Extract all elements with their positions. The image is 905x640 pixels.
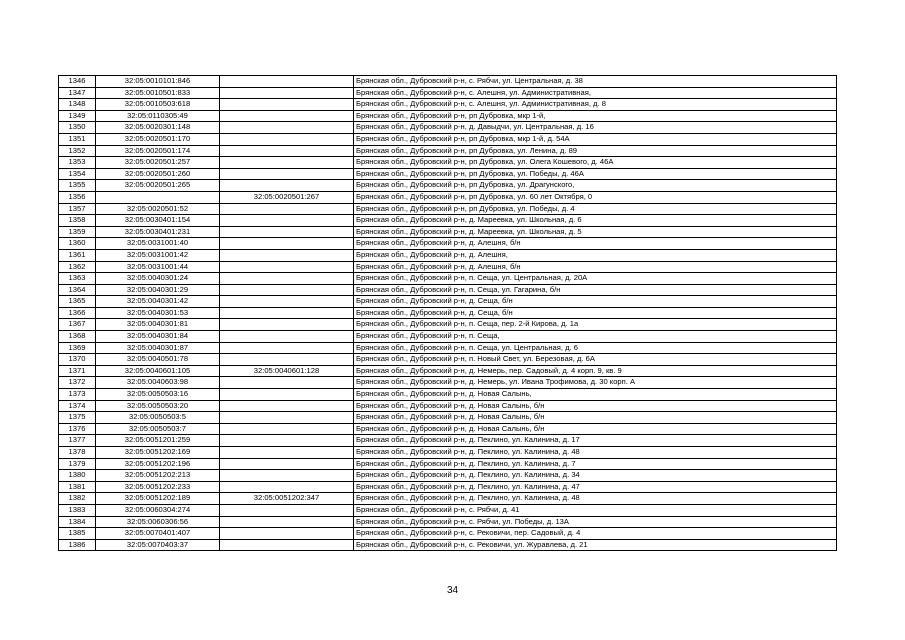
- cadastral-number-cell: 32:05:0020501:174: [96, 145, 220, 157]
- table-row: [59, 168, 837, 180]
- table-row: [59, 539, 837, 551]
- cadastral-number-cell: 32:05:0020501:260: [96, 168, 220, 180]
- linked-cadastral-number-cell: [220, 516, 354, 528]
- address-cell: Брянская обл., Дубровский р-н, д. Алешня, б/н: [354, 238, 837, 250]
- address-cell: Брянская обл., Дубровский р-н, с. Рековичи, пер. Садовый, д. 4: [354, 528, 837, 540]
- linked-cadastral-number-cell: [220, 226, 354, 238]
- cadastral-number-cell: 32:05:0051202:213: [96, 470, 220, 482]
- row-number-cell: 1356: [59, 191, 96, 203]
- address-cell: Брянская обл., Дубровский р-н, д. Мареевка, ул. Школьная, д. 6: [354, 215, 837, 227]
- row-number-cell: 1372: [59, 377, 96, 389]
- linked-cadastral-number-cell: [220, 331, 354, 343]
- table-row: [59, 249, 837, 261]
- cadastral-number-cell: 32:05:0040603:98: [96, 377, 220, 389]
- linked-cadastral-number-cell: [220, 319, 354, 331]
- row-number-cell: 1363: [59, 273, 96, 285]
- cadastral-number-cell: 32:05:0040301:42: [96, 296, 220, 308]
- row-number-cell: 1347: [59, 87, 96, 99]
- cadastral-number-cell: 32:05:0031001:40: [96, 238, 220, 250]
- address-cell: Брянская обл., Дубровский р-н, д. Давыдчи, ул. Центральная, д. 16: [354, 122, 837, 134]
- linked-cadastral-number-cell: [220, 99, 354, 111]
- cadastral-number-cell: 32:05:0010501:833: [96, 87, 220, 99]
- linked-cadastral-number-cell: [220, 354, 354, 366]
- address-cell: Брянская обл., Дубровский р-н, д. Мареевка, ул. Школьная, д. 5: [354, 226, 837, 238]
- linked-cadastral-number-cell: [220, 273, 354, 285]
- table-row: [59, 273, 837, 285]
- address-cell: Брянская обл., Дубровский р-н, рп Дубровка, ул. Драгунского,: [354, 180, 837, 192]
- row-number-cell: 1386: [59, 539, 96, 551]
- address-cell: Брянская обл., Дубровский р-н, рп Дубровка, ул. 60 лет Октября, 0: [354, 191, 837, 203]
- table-row: [59, 481, 837, 493]
- table-row: [59, 226, 837, 238]
- linked-cadastral-number-cell: [220, 412, 354, 424]
- address-cell: Брянская обл., Дубровский р-н, д. Алешня, б/н: [354, 261, 837, 273]
- table-row: [59, 87, 837, 99]
- cadastral-number-cell: 32:05:0040301:84: [96, 331, 220, 343]
- address-cell: Брянская обл., Дубровский р-н, д. Сеща, б/н: [354, 296, 837, 308]
- table-row: [59, 470, 837, 482]
- cadastral-number-cell: 32:05:0040301:87: [96, 342, 220, 354]
- row-number-cell: 1383: [59, 504, 96, 516]
- address-cell: Брянская обл., Дубровский р-н, с. Рябчи, д. 41: [354, 504, 837, 516]
- linked-cadastral-number-cell: [220, 249, 354, 261]
- linked-cadastral-number-cell: [220, 458, 354, 470]
- row-number-cell: 1378: [59, 447, 96, 459]
- row-number-cell: 1349: [59, 110, 96, 122]
- table-row: [59, 365, 837, 377]
- row-number-cell: 1377: [59, 435, 96, 447]
- linked-cadastral-number-cell: [220, 238, 354, 250]
- address-cell: Брянская обл., Дубровский р-н, рп Дубровка, ул. Победы, д. 46А: [354, 168, 837, 180]
- row-number-cell: 1366: [59, 307, 96, 319]
- address-cell: Брянская обл., Дубровский р-н, рп Дубровка, ул. Победы, д. 4: [354, 203, 837, 215]
- linked-cadastral-number-cell: [220, 87, 354, 99]
- row-number-cell: 1346: [59, 76, 96, 88]
- address-cell: Брянская обл., Дубровский р-н, рп Дубровка, мкр 1-й,: [354, 110, 837, 122]
- row-number-cell: 1365: [59, 296, 96, 308]
- row-number-cell: 1359: [59, 226, 96, 238]
- cadastral-number-cell: 32:05:0020501:265: [96, 180, 220, 192]
- row-number-cell: 1362: [59, 261, 96, 273]
- table-row: [59, 157, 837, 169]
- cadastral-number-cell: 32:05:0050503:7: [96, 423, 220, 435]
- table-row: [59, 435, 837, 447]
- row-number-cell: 1375: [59, 412, 96, 424]
- row-number-cell: 1352: [59, 145, 96, 157]
- row-number-cell: 1374: [59, 400, 96, 412]
- address-cell: Брянская обл., Дубровский р-н, п. Сеща, ул. Гагарина, б/н: [354, 284, 837, 296]
- table-row: [59, 284, 837, 296]
- row-number-cell: 1368: [59, 331, 96, 343]
- cadastral-number-cell: 32:05:0070401:407: [96, 528, 220, 540]
- table-row: [59, 122, 837, 134]
- linked-cadastral-number-cell: [220, 377, 354, 389]
- address-cell: Брянская обл., Дубровский р-н, д. Новая Салынь, б/н: [354, 400, 837, 412]
- table-row: [59, 215, 837, 227]
- cadastral-number-cell: 32:05:0050503:20: [96, 400, 220, 412]
- cadastral-number-cell: 32:05:0020501:170: [96, 133, 220, 145]
- address-cell: Брянская обл., Дубровский р-н, рп Дубровка, ул. Ленина, д. 89: [354, 145, 837, 157]
- address-cell: Брянская обл., Дубровский р-н, д. Пеклино, ул. Калинина, д. 34: [354, 470, 837, 482]
- linked-cadastral-number-cell: [220, 423, 354, 435]
- cadastral-number-cell: 32:05:0050503:5: [96, 412, 220, 424]
- cadastral-number-cell: 32:05:0010503:618: [96, 99, 220, 111]
- cadastral-number-cell: 32:05:0020301:148: [96, 122, 220, 134]
- row-number-cell: 1358: [59, 215, 96, 227]
- cadastral-number-cell: 32:05:0031001:44: [96, 261, 220, 273]
- cadastral-number-cell: 32:05:0010101:846: [96, 76, 220, 88]
- table-row: [59, 447, 837, 459]
- row-number-cell: 1348: [59, 99, 96, 111]
- linked-cadastral-number-cell: [220, 435, 354, 447]
- table-row: [59, 203, 837, 215]
- row-number-cell: 1360: [59, 238, 96, 250]
- cadastral-number-cell: 32:05:0030401:154: [96, 215, 220, 227]
- registry-table: [58, 75, 837, 551]
- table-row: [59, 307, 837, 319]
- linked-cadastral-number-cell: [220, 110, 354, 122]
- row-number-cell: 1353: [59, 157, 96, 169]
- row-number-cell: 1380: [59, 470, 96, 482]
- table-row: [59, 110, 837, 122]
- table-row: [59, 76, 837, 88]
- table-row: [59, 377, 837, 389]
- linked-cadastral-number-cell: [220, 447, 354, 459]
- linked-cadastral-number-cell: [220, 539, 354, 551]
- address-cell: Брянская обл., Дубровский р-н, д. Пеклино, ул. Калинина, д. 17: [354, 435, 837, 447]
- linked-cadastral-number-cell: [220, 307, 354, 319]
- address-cell: Брянская обл., Дубровский р-н, рп Дубровка, ул. Олега Кошевого, д. 46А: [354, 157, 837, 169]
- address-cell: Брянская обл., Дубровский р-н, д. Новая Салынь,: [354, 389, 837, 401]
- row-number-cell: 1371: [59, 365, 96, 377]
- table-row: [59, 180, 837, 192]
- row-number-cell: 1384: [59, 516, 96, 528]
- row-number-cell: 1361: [59, 249, 96, 261]
- cadastral-number-cell: 32:05:0051201:259: [96, 435, 220, 447]
- cadastral-number-cell: 32:05:0070403:37: [96, 539, 220, 551]
- row-number-cell: 1364: [59, 284, 96, 296]
- table-row: [59, 389, 837, 401]
- address-cell: Брянская обл., Дубровский р-н, с. Алешня, ул. Административная,: [354, 87, 837, 99]
- linked-cadastral-number-cell: [220, 180, 354, 192]
- cadastral-number-cell: 32:05:0110305:49: [96, 110, 220, 122]
- row-number-cell: 1367: [59, 319, 96, 331]
- table-row: [59, 319, 837, 331]
- linked-cadastral-number-cell: [220, 261, 354, 273]
- cadastral-number-cell: 32:05:0060304:274: [96, 504, 220, 516]
- address-cell: Брянская обл., Дубровский р-н, д. Пеклино, ул. Калинина, д. 7: [354, 458, 837, 470]
- linked-cadastral-number-cell: 32:05:0040601:128: [220, 365, 354, 377]
- row-number-cell: 1385: [59, 528, 96, 540]
- linked-cadastral-number-cell: [220, 215, 354, 227]
- cadastral-number-cell: 32:05:0040501:78: [96, 354, 220, 366]
- row-number-cell: 1382: [59, 493, 96, 505]
- linked-cadastral-number-cell: [220, 168, 354, 180]
- row-number-cell: 1376: [59, 423, 96, 435]
- table-row: [59, 412, 837, 424]
- table-row: [59, 516, 837, 528]
- cadastral-number-cell: 32:05:0030401:231: [96, 226, 220, 238]
- table-row: [59, 342, 837, 354]
- address-cell: Брянская обл., Дубровский р-н, п. Сеща, ул. Центральная, д. 20А: [354, 273, 837, 285]
- address-cell: Брянская обл., Дубровский р-н, рп Дубровка, мкр 1-й, д. 54А: [354, 133, 837, 145]
- address-cell: Брянская обл., Дубровский р-н, п. Новый Свет, ул. Березовая, д. 6А: [354, 354, 837, 366]
- table-row: [59, 400, 837, 412]
- cadastral-number-cell: 32:05:0040601:105: [96, 365, 220, 377]
- cadastral-number-cell: 32:05:0050503:16: [96, 389, 220, 401]
- row-number-cell: 1351: [59, 133, 96, 145]
- table-row: [59, 331, 837, 343]
- row-number-cell: 1373: [59, 389, 96, 401]
- table-row: [59, 99, 837, 111]
- address-cell: Брянская обл., Дубровский р-н, с. Рябчи, ул. Победы, д. 13А: [354, 516, 837, 528]
- linked-cadastral-number-cell: [220, 389, 354, 401]
- cadastral-number-cell: 32:05:0020501:52: [96, 203, 220, 215]
- cadastral-number-cell: [96, 191, 220, 203]
- linked-cadastral-number-cell: [220, 122, 354, 134]
- linked-cadastral-number-cell: [220, 400, 354, 412]
- linked-cadastral-number-cell: [220, 528, 354, 540]
- row-number-cell: 1354: [59, 168, 96, 180]
- row-number-cell: 1379: [59, 458, 96, 470]
- address-cell: Брянская обл., Дубровский р-н, д. Пеклино, ул. Калинина, д. 48: [354, 493, 837, 505]
- row-number-cell: 1350: [59, 122, 96, 134]
- cadastral-number-cell: 32:05:0060306:56: [96, 516, 220, 528]
- linked-cadastral-number-cell: [220, 203, 354, 215]
- cadastral-number-cell: 32:05:0031001:42: [96, 249, 220, 261]
- table-row: [59, 354, 837, 366]
- table-row: [59, 296, 837, 308]
- row-number-cell: 1370: [59, 354, 96, 366]
- address-cell: Брянская обл., Дубровский р-н, с. Рябчи, ул. Центральная, д. 38: [354, 76, 837, 88]
- address-cell: Брянская обл., Дубровский р-н, д. Пеклино, ул. Калинина, д. 48: [354, 447, 837, 459]
- address-cell: Брянская обл., Дубровский р-н, д. Алешня,: [354, 249, 837, 261]
- linked-cadastral-number-cell: [220, 470, 354, 482]
- linked-cadastral-number-cell: [220, 284, 354, 296]
- row-number-cell: 1369: [59, 342, 96, 354]
- cadastral-number-cell: 32:05:0051202:233: [96, 481, 220, 493]
- table-row: [59, 423, 837, 435]
- row-number-cell: 1357: [59, 203, 96, 215]
- cadastral-number-cell: 32:05:0040301:24: [96, 273, 220, 285]
- linked-cadastral-number-cell: [220, 157, 354, 169]
- table-row: [59, 133, 837, 145]
- address-cell: Брянская обл., Дубровский р-н, д. Пеклино, ул. Калинина, д. 47: [354, 481, 837, 493]
- linked-cadastral-number-cell: [220, 504, 354, 516]
- table-row: [59, 145, 837, 157]
- table-row: [59, 261, 837, 273]
- address-cell: Брянская обл., Дубровский р-н, д. Новая Салынь, б/н: [354, 423, 837, 435]
- registry-table-body: [59, 76, 837, 551]
- linked-cadastral-number-cell: [220, 296, 354, 308]
- table-row: [59, 238, 837, 250]
- table-row: [59, 191, 837, 203]
- linked-cadastral-number-cell: [220, 342, 354, 354]
- cadastral-number-cell: 32:05:0040301:53: [96, 307, 220, 319]
- cadastral-number-cell: 32:05:0040301:81: [96, 319, 220, 331]
- page-number: 34: [446, 585, 459, 596]
- address-cell: Брянская обл., Дубровский р-н, п. Сеща,: [354, 331, 837, 343]
- address-cell: Брянская обл., Дубровский р-н, д. Новая Салынь, б/н: [354, 412, 837, 424]
- cadastral-number-cell: 32:05:0040301:29: [96, 284, 220, 296]
- address-cell: Брянская обл., Дубровский р-н, с. Алешня, ул. Административная, д. 8: [354, 99, 837, 111]
- table-row: [59, 458, 837, 470]
- address-cell: Брянская обл., Дубровский р-н, с. Рековичи, ул. Журавлева, д. 21: [354, 539, 837, 551]
- linked-cadastral-number-cell: 32:05:0051202:347: [220, 493, 354, 505]
- linked-cadastral-number-cell: [220, 133, 354, 145]
- table-row: [59, 528, 837, 540]
- linked-cadastral-number-cell: [220, 145, 354, 157]
- cadastral-number-cell: 32:05:0051202:169: [96, 447, 220, 459]
- address-cell: Брянская обл., Дубровский р-н, д. Немерь, пер. Садовый, д. 4 корп. 9, кв. 9: [354, 365, 837, 377]
- row-number-cell: 1381: [59, 481, 96, 493]
- cadastral-number-cell: 32:05:0051202:196: [96, 458, 220, 470]
- linked-cadastral-number-cell: 32:05:0020501:267: [220, 191, 354, 203]
- cadastral-number-cell: 32:05:0020501:257: [96, 157, 220, 169]
- linked-cadastral-number-cell: [220, 76, 354, 88]
- table-row: [59, 504, 837, 516]
- address-cell: Брянская обл., Дубровский р-н, д. Немерь, ул. Ивана Трофимова, д. 30 корп. А: [354, 377, 837, 389]
- row-number-cell: 1355: [59, 180, 96, 192]
- address-cell: Брянская обл., Дубровский р-н, п. Сеща, пер. 2-й Кирова, д. 1а: [354, 319, 837, 331]
- address-cell: Брянская обл., Дубровский р-н, п. Сеща, ул. Центральная, д. 6: [354, 342, 837, 354]
- cadastral-number-cell: 32:05:0051202:189: [96, 493, 220, 505]
- table-row: [59, 493, 837, 505]
- linked-cadastral-number-cell: [220, 481, 354, 493]
- address-cell: Брянская обл., Дубровский р-н, д. Сеща, б/н: [354, 307, 837, 319]
